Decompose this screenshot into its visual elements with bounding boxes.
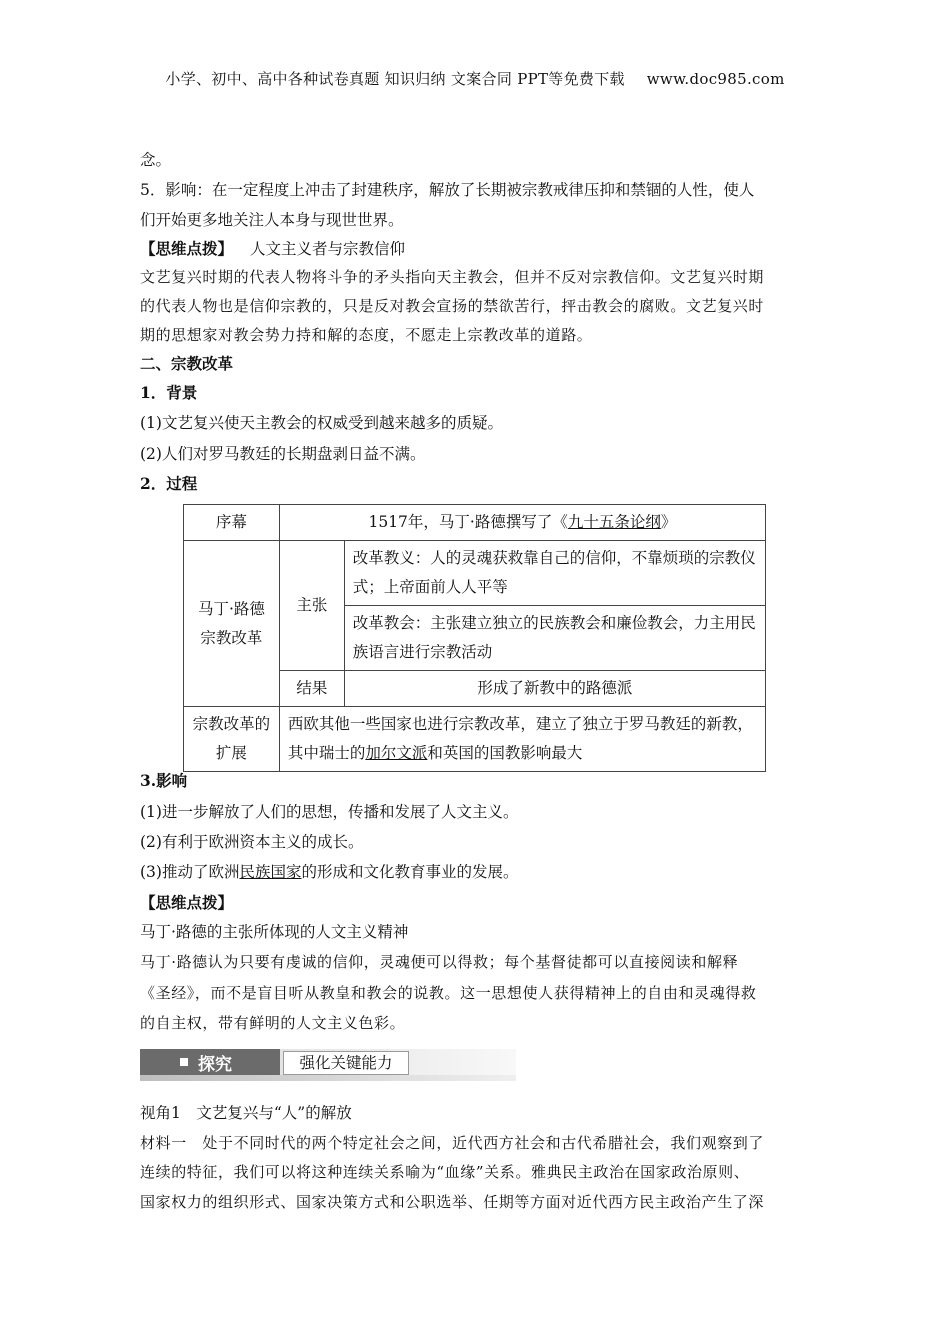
cell-text: 》 bbox=[660, 513, 677, 531]
tip-heading bbox=[140, 239, 405, 259]
table-cell bbox=[279, 707, 765, 772]
square-bullet-icon bbox=[180, 1058, 188, 1066]
banner-label: 探究 bbox=[198, 1055, 232, 1075]
banner-box-label: 强化关键能力 bbox=[283, 1051, 409, 1075]
tip-text: 的代表人物也是信仰宗教的，只是反对教会宣扬的禁欲苦行，抨击教会的腐败。文艺复兴时 bbox=[140, 297, 765, 315]
perspective-heading: 视角1 文艺复兴与“人”的解放 bbox=[140, 1104, 352, 1122]
text-line: 念。 bbox=[140, 151, 172, 169]
tip-label: 【思维点拨】 bbox=[140, 239, 234, 258]
section-banner bbox=[140, 1043, 516, 1081]
subheading: 3.影响 bbox=[140, 771, 188, 790]
table-cell: 改革教义：人的灵魂获救靠自己的信仰，不靠烦琐的宗教仪式；上帝面前人人平等 bbox=[344, 541, 765, 606]
subheading: 1．背景 bbox=[140, 383, 198, 402]
text-line: (2)有利于欧洲资本主义的成长。 bbox=[140, 833, 364, 851]
tip-label: 【思维点拨】 bbox=[140, 893, 234, 912]
material-text: 材料一 处于不同时代的两个特定社会之间，近代西方社会和古代希腊社会，我们观察到了 bbox=[140, 1134, 765, 1152]
cell-text: 西欧其他一些国家也进行宗教改革，建立了独立于罗马教廷的新教，其中瑞士的 bbox=[287, 715, 753, 762]
table-cell: 形成了新教中的路德派 bbox=[344, 671, 765, 707]
tip-text: 期的思想家对教会势力持和解的态度，不愿走上宗教改革的道路。 bbox=[140, 326, 593, 344]
material-text: 连续的特征，我们可以将这种连续关系喻为“血缘”关系。雅典民主政治在国家政治原则、 bbox=[140, 1163, 750, 1181]
reformation-table bbox=[183, 504, 766, 772]
section-heading: 二、宗教改革 bbox=[140, 354, 234, 373]
tip-title: 人文主义者与宗教信仰 bbox=[249, 240, 405, 258]
subheading: 2．过程 bbox=[140, 474, 198, 493]
table-cell: 宗教改革的扩展 bbox=[184, 707, 280, 772]
table-row bbox=[184, 707, 766, 772]
table-cell: 结果 bbox=[279, 671, 344, 707]
banner-dark-block bbox=[140, 1049, 280, 1075]
table-cell: 改革教会：主张建立独立的民族教会和廉俭教会，力主用民族语言进行宗教活动 bbox=[344, 606, 765, 671]
text-line: 们开始更多地关注人本身与现世世界。 bbox=[140, 211, 404, 229]
cell-text: 1517年，马丁·路德撰写了《 bbox=[368, 513, 568, 531]
text-line: (2)人们对罗马教廷的长期盘剥日益不满。 bbox=[140, 445, 426, 463]
tip-title: 马丁·路德的主张所体现的人文主义精神 bbox=[140, 923, 409, 941]
text-line: (1)文艺复兴使天主教会的权威受到越来越多的质疑。 bbox=[140, 414, 503, 432]
material-text: 国家权力的组织形式、国家决策方式和公职选举、任期等方面对近代西方民主政治产生了深 bbox=[140, 1193, 765, 1211]
underlined-term: 加尔文派 bbox=[365, 744, 428, 762]
text-part: (3)推动了欧洲 bbox=[140, 863, 240, 881]
page-header bbox=[0, 68, 950, 89]
header-url[interactable]: www.doc985.com bbox=[646, 70, 785, 88]
cell-text: 和英国的国教影响最大 bbox=[427, 744, 583, 762]
text-line: (1)进一步解放了人们的思想，传播和发展了人文主义。 bbox=[140, 803, 519, 821]
table-row bbox=[184, 541, 766, 606]
banner-shadow bbox=[140, 1075, 516, 1081]
tip-text: 《圣经》，而不是盲目听从教皇和教会的说教。这一思想使人获得精神上的自由和灵魂得救 bbox=[140, 984, 757, 1002]
text-line bbox=[140, 862, 519, 882]
text-part: 的形成和文化教育事业的发展。 bbox=[301, 863, 519, 881]
table-cell: 序幕 bbox=[184, 505, 280, 541]
table-cell bbox=[279, 505, 765, 541]
tip-text: 马丁·路德认为只要有虔诚的信仰，灵魂便可以得救；每个基督徒都可以直接阅读和解释 bbox=[140, 953, 739, 971]
tip-text: 文艺复兴时期的代表人物将斗争的矛头指向天主教会，但并不反对宗教信仰。文艺复兴时期 bbox=[140, 268, 765, 286]
header-text: 小学、初中、高中各种试卷真题 知识归纳 文案合同 PPT等免费下载 bbox=[165, 70, 625, 88]
table-cell: 马丁·路德宗教改革 bbox=[184, 541, 280, 707]
text-line: 5．影响：在一定程度上冲击了封建秩序，解放了长期被宗教戒律压抑和禁锢的人性，使人 bbox=[140, 181, 755, 199]
table-cell: 主张 bbox=[279, 541, 344, 671]
table-row bbox=[184, 505, 766, 541]
underlined-term: 九十五条论纲 bbox=[567, 513, 661, 531]
underlined-term: 民族国家 bbox=[239, 863, 302, 881]
tip-text: 的自主权，带有鲜明的人文主义色彩。 bbox=[140, 1014, 406, 1032]
